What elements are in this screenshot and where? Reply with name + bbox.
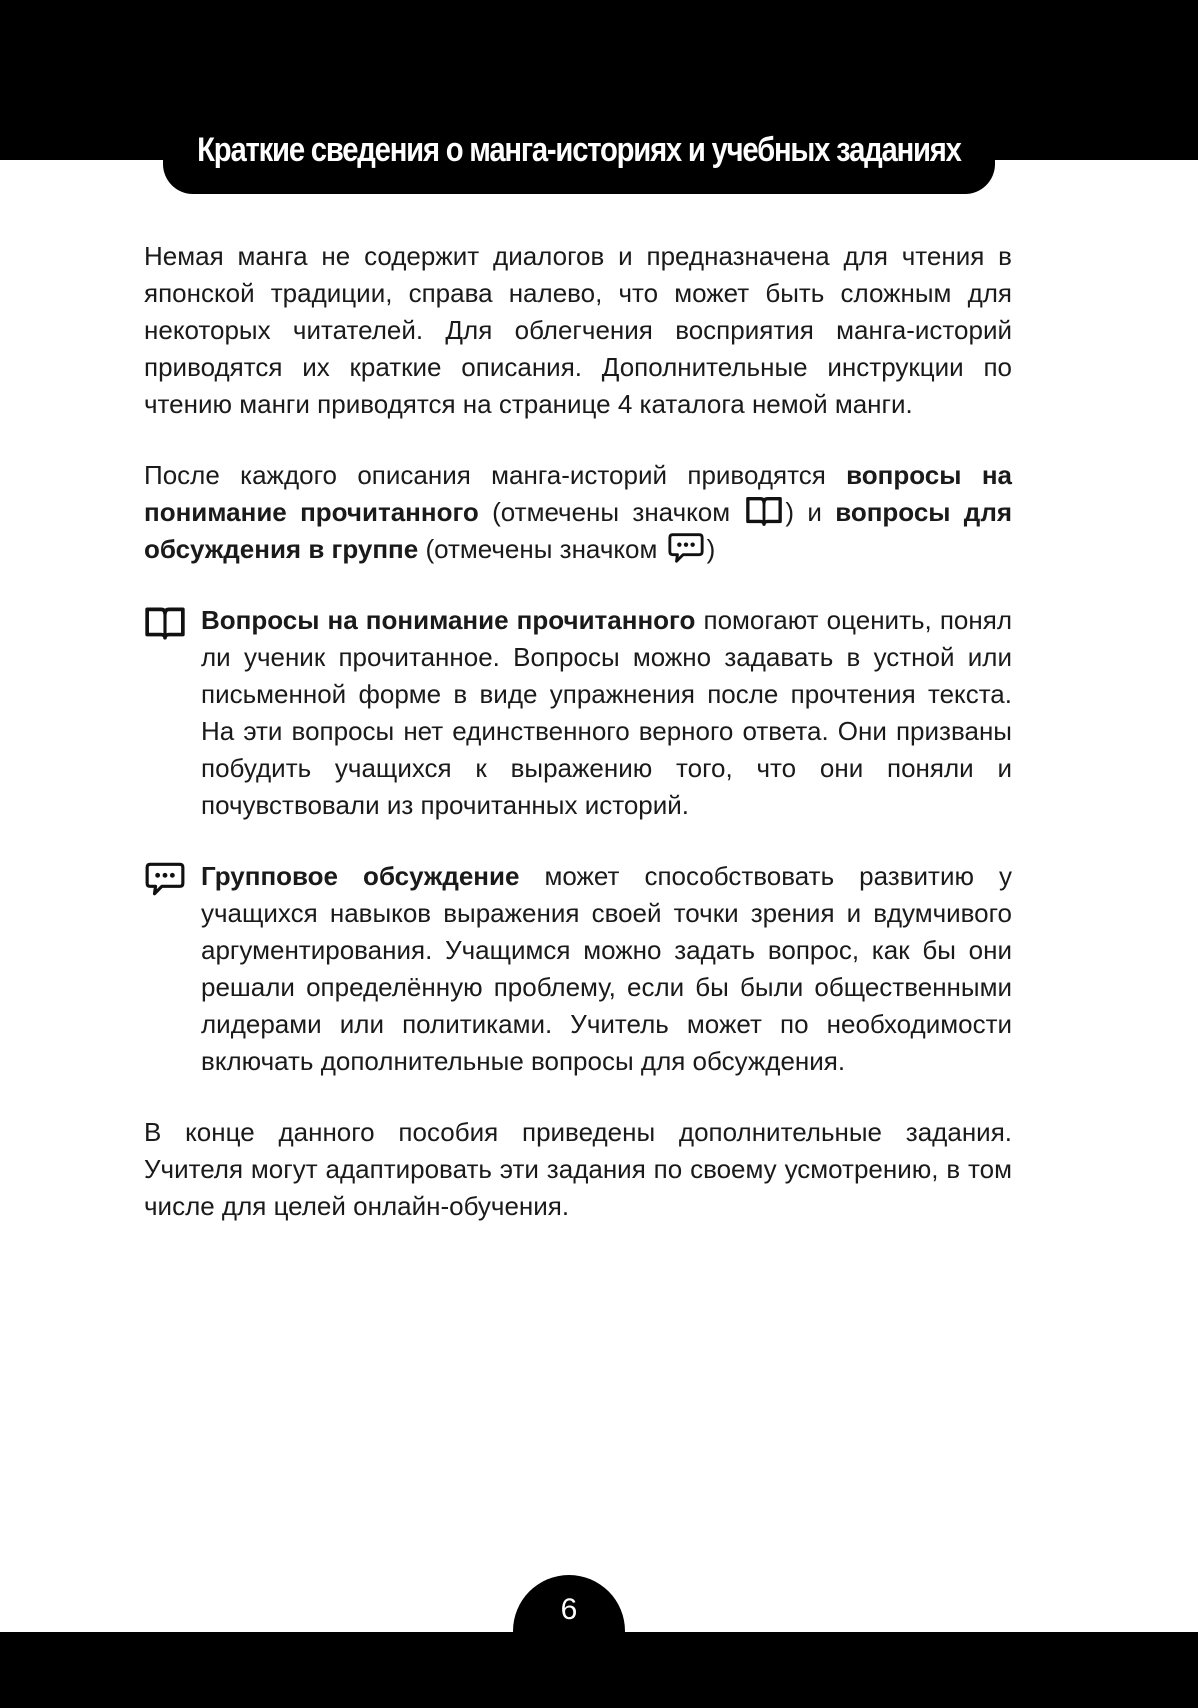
- discussion-text: может способствовать развитию у учащихся навыков выражения своей точки зрения и вдумчивого аргументирования. Учащимся можно задать вопрос, как бы они решали определённую проблему, если бы были общественными лидерами или политиками. Учитель может по необходимости включать дополнительные вопросы для обсуждения.: [201, 861, 1013, 1076]
- comprehension-description: [201, 602, 1012, 824]
- para2-text-mid2: ) и: [785, 497, 836, 527]
- page-number: 6: [560, 1593, 578, 1626]
- page-title: Краткие сведения о манга-историях и учебных заданиях: [197, 130, 961, 169]
- comprehension-text: помогают оценить, понял ли ученик прочитанное. Вопросы можно задавать в устной или письменной форме в виде упражнения после прочтения текста. На эти вопросы нет единственного верного ответа. Они призваны побудить учащихся к выражению того, что они поняли и почувствовали из прочитанных историй.: [201, 605, 1012, 820]
- book-icon: [144, 605, 186, 641]
- question-types-paragraph: [144, 457, 1012, 568]
- discussion-heading: Групповое обсуждение: [201, 861, 520, 891]
- para2-text-mid1: (отмечены значком: [478, 497, 744, 527]
- discussion-questions-bold: вопросы для обсуждения в группе: [144, 497, 1013, 564]
- comprehension-questions-bold: вопросы на понимание прочитанного: [144, 460, 1012, 527]
- discussion-description: [201, 858, 1012, 1080]
- page-number-badge: [513, 1575, 625, 1687]
- comprehension-heading: Вопросы на понимание прочитанного: [201, 605, 696, 635]
- chat-bubble-icon: [144, 861, 186, 897]
- final-paragraph: В конце данного пособия приведены дополнительные задания. Учителя могут адаптировать эти задания по своему усмотрению, в том числе для целей онлайн-обучения.: [144, 1117, 1012, 1221]
- title-banner: [163, 112, 995, 194]
- para2-text-end: ): [706, 534, 716, 564]
- comprehension-item: [144, 602, 1012, 824]
- para2-text-mid3: (отмечены значком: [418, 534, 665, 564]
- main-content: [144, 238, 1012, 1225]
- para2-text-before: После каждого описания манга-историй приводятся: [144, 460, 847, 490]
- book-icon: [745, 494, 783, 528]
- intro-paragraph: Немая манга не содержит диалогов и предназначена для чтения в японской традиции, справа налево, что может быть сложным для некоторых читателей. Для облегчения восприятия манга-историй приводятся их краткие описания. Дополнительные инструкции по чтению манги приводятся на странице 4 каталога немой манги.: [144, 241, 1012, 419]
- chat-bubble-icon: [667, 531, 705, 565]
- discussion-item: [144, 858, 1012, 1080]
